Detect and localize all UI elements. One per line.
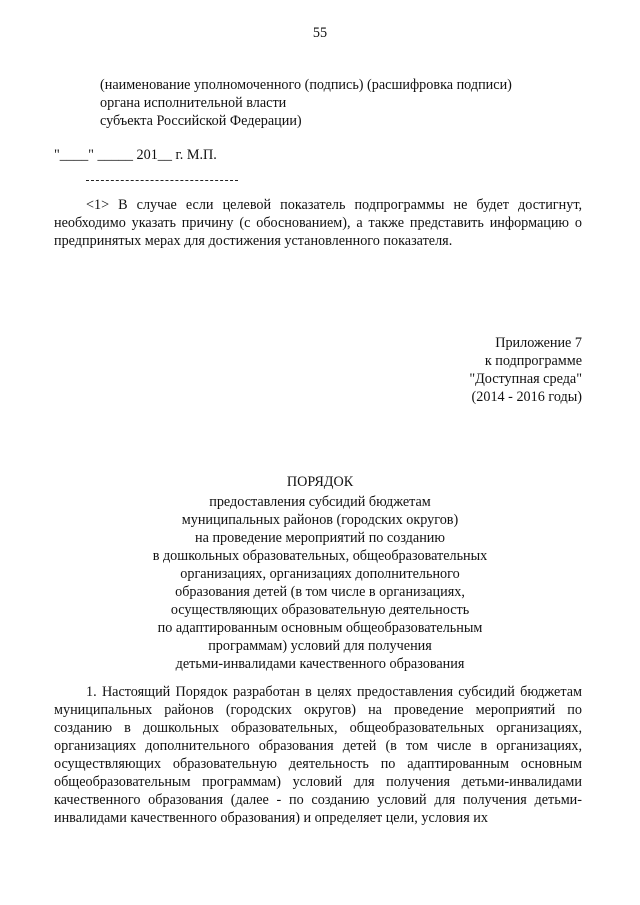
title-heading: ПОРЯДОК: [286, 474, 354, 490]
appendix-line-1: Приложение 7: [495, 335, 582, 351]
title-line: организациях, организациях дополнительного: [180, 566, 460, 582]
signature-block: [100, 76, 512, 130]
page-number: 55: [312, 25, 328, 41]
title-line: муниципальных районов (городских округов): [181, 512, 459, 528]
appendix-line-3: "Доступная среда": [469, 371, 582, 387]
title-line: в дошкольных образовательных, общеобразовательных: [152, 548, 488, 564]
footnote-text: <1> В случае если целевой показатель подпрограммы не будет достигнут, необходимо указать причину (с обоснованием), а также представить информацию о предпринятых мерах для достижения установленного показателя.: [54, 197, 582, 249]
title-line: детьми-инвалидами качественного образования: [175, 656, 465, 672]
title-line: на проведение мероприятий по созданию: [195, 530, 445, 546]
footnote: [54, 196, 582, 250]
title-line: по адаптированным основным общеобразовательным: [157, 620, 483, 636]
paragraph-1: 1. Настоящий Порядок разработан в целях предоставления субсидий бюджетам муниципальных районов (городских округов) на проведение мероприятий по созданию в дошкольных образовательных, общеобразовательных организациях, организациях дополнительного образования детей (в том числе в организациях, осуществляющих образовательную деятельность по адаптированным основным общеобразовательным программам) условий для получения детьми-инвалидами качественного образования (далее - по созданию условий для получения детьми-инвалидами качественного образования) и определяет цели, условия их: [54, 684, 582, 826]
appendix-line-4: (2014 - 2016 годы): [471, 389, 582, 405]
signature-line-2: органа исполнительной власти: [100, 95, 287, 111]
appendix-line-2: к подпрограмме: [484, 353, 582, 369]
body-text: [54, 683, 582, 827]
footnote-divider: [86, 180, 238, 181]
date-stamp-line: "____" _____ 201__ г. М.П.: [54, 147, 217, 163]
document-title: [80, 473, 560, 673]
signature-line-1: (наименование уполномоченного (подпись) (расшифровка подписи): [100, 77, 512, 93]
appendix-reference: [469, 334, 582, 406]
title-line: предоставления субсидий бюджетам: [209, 494, 431, 510]
title-line: осуществляющих образовательную деятельность: [170, 602, 470, 618]
title-line: программам) условий для получения: [208, 638, 432, 654]
title-line: образования детей (в том числе в организациях,: [175, 584, 465, 600]
signature-line-3: субъекта Российской Федерации): [100, 113, 302, 129]
